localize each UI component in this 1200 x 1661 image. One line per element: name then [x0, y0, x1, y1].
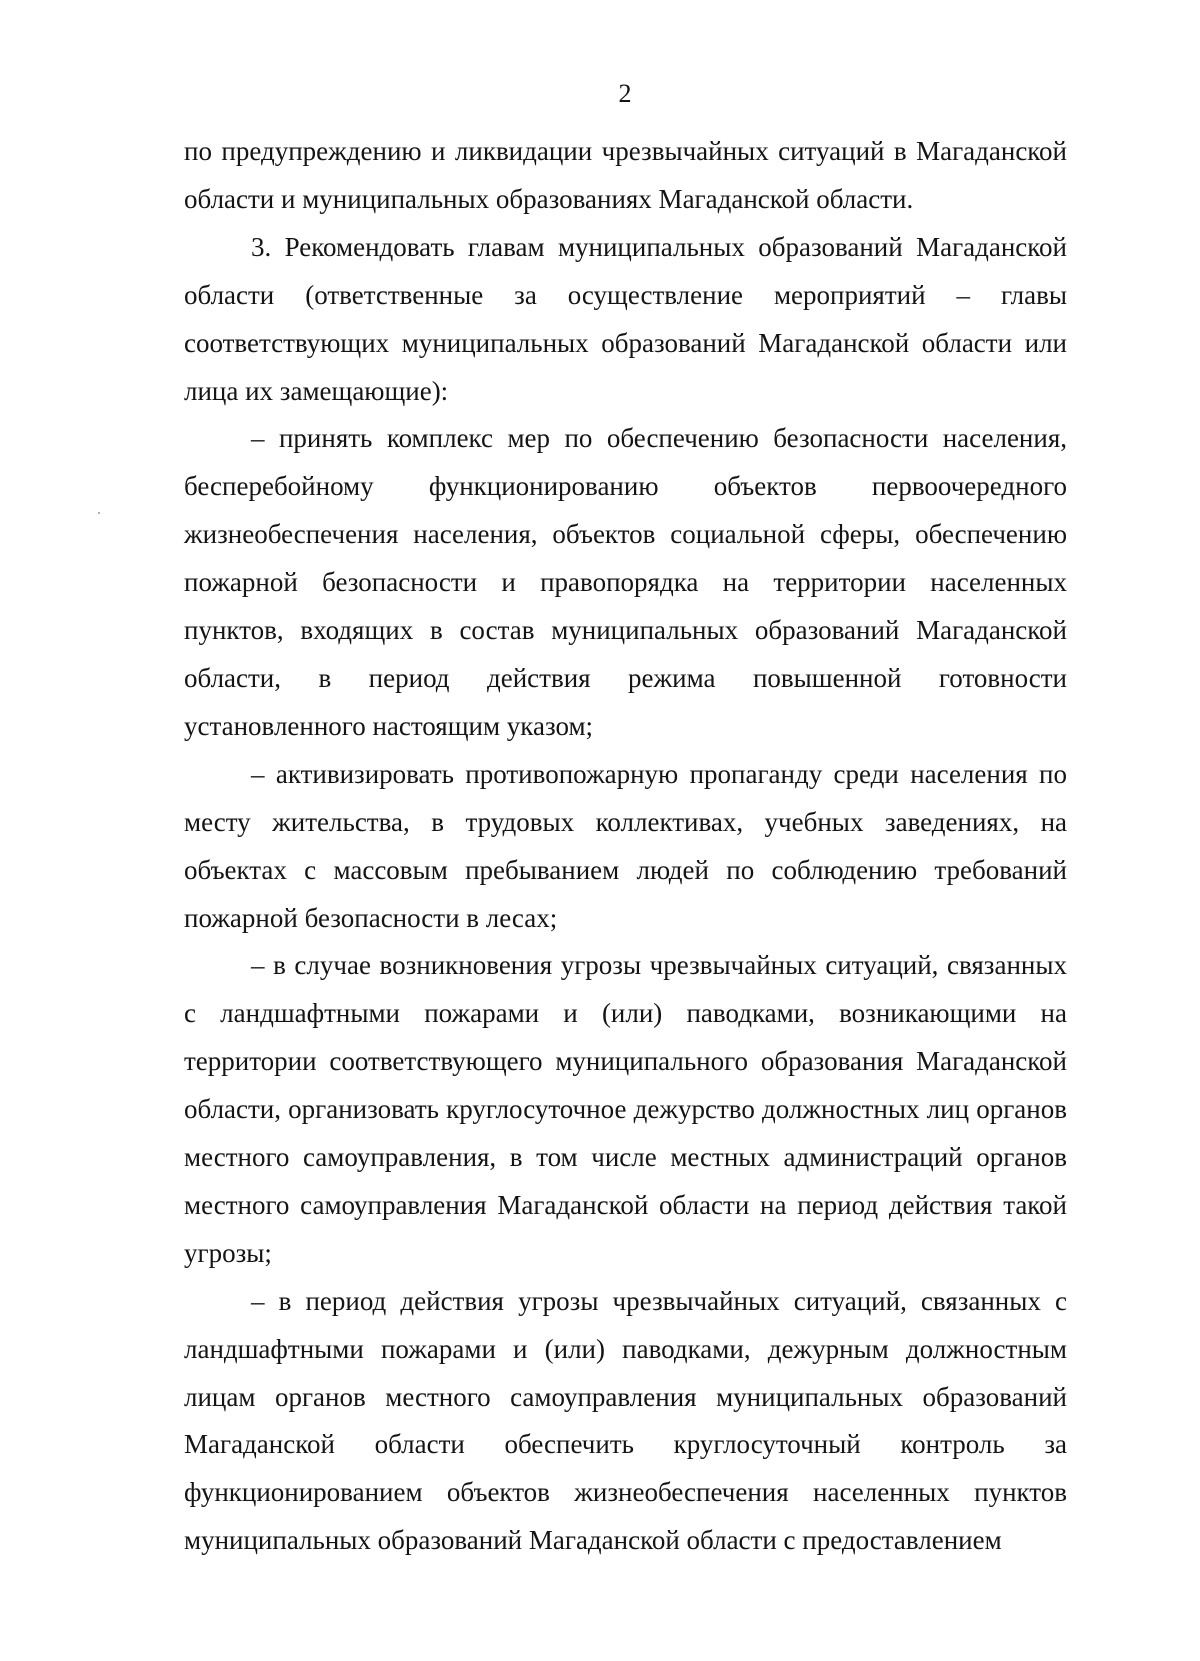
- document-body: [184, 128, 1067, 1565]
- paragraph-bullet-round-the-clock-control: – в период действия угрозы чрезвычайных ситуаций, связанных с ландшафтными пожарами и (или) паводками, дежурным должностным лицам органов местного самоуправления муниципальных образований Магаданской области обеспечить круглосуточный контроль за функционированием объектов жизнеобеспечения населенных пунктов муниципальных образований Магаданской области с предоставлением: [184, 1285, 1067, 1556]
- paragraph-bullet-duty-organization: – в случае возникновения угрозы чрезвычайных ситуаций, связанных с ландшафтными пожарами и (или) паводками, возникающими на территории соответствующего муниципального образования Магаданской области, организовать круглосуточное дежурство должностных лиц органов местного самоуправления, в том числе местных администраций органов местного самоуправления Магаданской области на период действия такой угрозы;: [184, 950, 1067, 1268]
- scan-speck: [98, 512, 100, 514]
- paragraph-bullet-safety-measures: – принять комплекс мер по обеспечению безопасности населения, бесперебойному функционированию объектов первоочередного жизнеобеспечения населения, объектов социальной сферы, обеспечению пожарной безопасности и правопорядка на территории населенных пунктов, входящих в состав муниципальных образований Магаданской области, в период действия режима повышенной готовности установленного настоящим указом;: [184, 423, 1067, 741]
- paragraph-bullet-fire-propaganda: – активизировать противопожарную пропаганду среди населения по месту жительства, в трудовых коллективах, учебных заведениях, на объектах с массовым пребыванием людей по соблюдению требований пожарной безопасности в лесах;: [184, 758, 1067, 933]
- page-number: 2: [618, 79, 632, 108]
- paragraph-item-3: 3. Рекомендовать главам муниципальных образований Магаданской области (ответственные за осуществление мероприятий – главы соответствующих муниципальных образований Магаданской области или лица их замещающие):: [184, 231, 1067, 406]
- paragraph-continuation: по предупреждению и ликвидации чрезвычайных ситуаций в Магаданской области и муниципальных образованиях Магаданской области.: [184, 136, 1067, 214]
